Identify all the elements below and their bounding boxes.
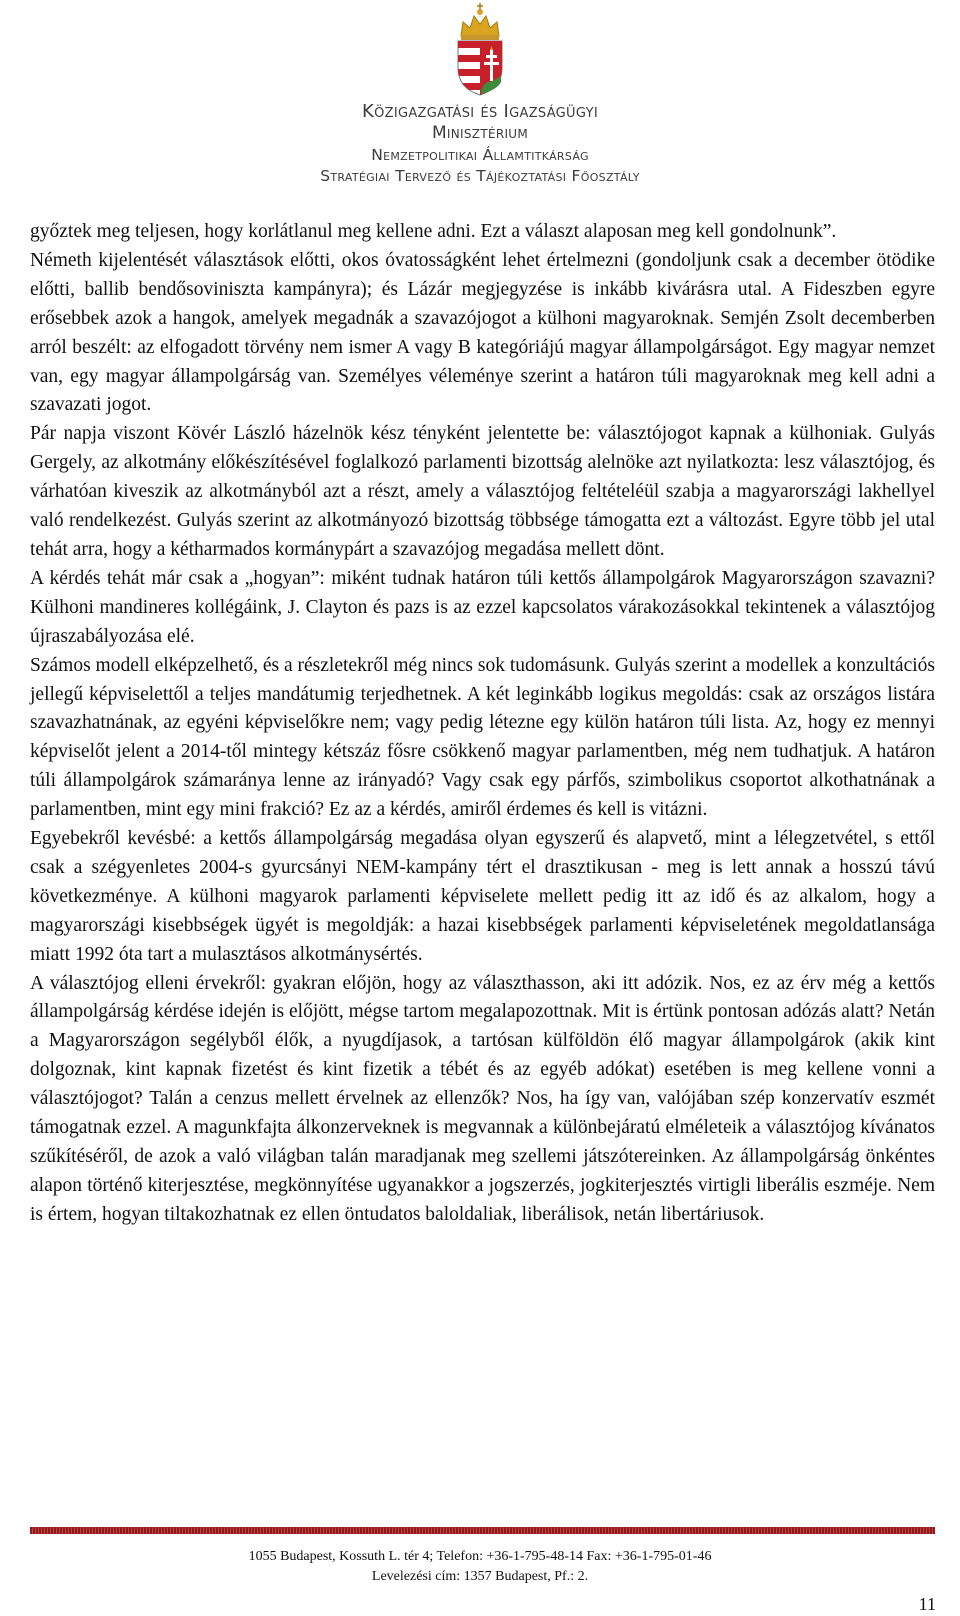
- footer-address: 1055 Budapest, Kossuth L. tér 4; Telefon: +36-1-795-48-14 Fax: +36-1-795-01-46: [248, 1549, 712, 1564]
- document-body: [30, 218, 935, 1230]
- ministry-name-line-1: Közigazgatási és Igazságügyi: [362, 101, 598, 122]
- department-name: Nemzetpolitikai Államtitkárság: [371, 146, 589, 164]
- paragraph: győztek meg teljesen, hogy korlátlanul meg kellene adni. Ezt a választ alaposan meg kell gondolnunk”.: [30, 221, 837, 242]
- office-name: Stratégiai Tervező és Tájékoztatási Főosztály: [320, 167, 640, 185]
- footer-mail-address: Levelezési cím: 1357 Budapest, Pf.: 2.: [371, 1569, 589, 1584]
- paragraph: Németh kijelentését választások előtti, okos óvatosságként lehet értelmezni (gondoljunk csak a december ötödike előtti, ballib bendősoviniszta kampányra); és Lázár megjegyzése is inkább kivárásra utal. A Fideszben egyre erősebbek azok a hangok, amelyek megadnák a szavazójogot a külhoni magyaroknak. Semjén Zsolt decemberben arról beszélt: az elfogadott törvény nem ismer A vagy B kategóriájú magyar állampolgárságot. Egy magyar nemzet van, egy magyar állampolgárság van. Személyes véleménye szerint a határon túli magyaroknak meg kell adni a szavazati jogot.: [30, 249, 935, 416]
- paragraph: A kérdés tehát már csak a „hogyan”: miként tudnak határon túli kettős állampolgárok Magyarországon szavazni? Külhoni mandineres kollégáink, J. Clayton és pazs is az ezzel kapcsolatos várakozásokkal tekintenek a választójog újraszabályozása elé.: [30, 567, 935, 647]
- paragraph: A választójog elleni érvekről: gyakran előjön, hogy az választhasson, aki itt adózik. Nos, ez az érv még a kettős állampolgárság kérdése idején is előjött, mégse tartom megalapozottnak. Mit is értünk pontosan adózás alatt? Netán a Magyarországon segélyből élők, a nyugdíjasok, a tartósan külföldön élő magyar állampolgárok (akik kint dolgoznak, kint kapnak fizetést és kint fizetik a tébét és az egyéb adókat) esetében is meg kellene vonni a választójogot? Talán a cenzus mellett érvelnek az ellenzők? Nos, ha így van, valójában szép konzervatív eszmét támogatnak ezzel. A magunkfajta álkonzerveknek is megvannak a különbejáratú elméleteik a választójog kívánatos szűkítéséről, de azok a való világban talán maradjanak meg szellemi játszótereinken. Az állampolgárság önkéntes alapon történő kiterjesztése, megkönnyítése ugyanakkor a jogszerzés, jogkiterjesztés virtigli liberális eszméje. Nem is értem, hogyan tiltakozhatnak ez ellen öntudatos baloldaliak, liberálisok, netán libertáriusok.: [30, 972, 935, 1225]
- letterhead: [0, 0, 960, 200]
- footer-divider: [30, 1527, 935, 1534]
- paragraph: Egyebekről kevésbé: a kettős állampolgárság megadása olyan egyszerű és alapvető, mint a lélegzetvétel, s ettől csak a szégyenletes 2004-s gyurcsányi NEM-kampány tért el drasztikusan - meg is lett annak a hosszú távú következménye. A külhoni magyarok parlamenti képviselete mellett pedig itt az idő és az alkalom, hogy a magyarországi kisebbségek ügyét is megoldják: a hazai kisebbségek parlamenti képviseletének megoldatlansága miatt 1992 óta tart a mulasztásos alkotmánysértés.: [30, 828, 935, 965]
- page-number: 11: [918, 1594, 936, 1614]
- hungarian-coat-of-arms-icon: [453, 2, 507, 96]
- paragraph: Pár napja viszont Kövér László házelnök kész tényként jelentette be: választójogot kapnak a külhoniak. Gulyás Gergely, az alkotmány előkészítésével foglalkozó parlamenti bizottság alelnöke azt nyilatkozta: lesz választójog, és várhatóan kiveszik az alkotmányból azt a részt, amely a választójog feltételéül szabja a magyarországi lakhellyel való rendelkezést. Gulyás szerint az alkotmányozó bizottság többsége támogatta ezt a változást. Egyre több jel utal tehát arra, hogy a kétharmados kormánypárt a szavazójog megadása mellett dönt.: [30, 423, 935, 560]
- paragraph: Számos modell elképzelhető, és a részletekről még nincs sok tudomásunk. Gulyás szerint a modellek a konzultációs jellegű képviselettől a teljes mandátumig terjedhetnek. A két leginkább logikus megoldás: csak az országos listára szavazhatnának, az egyéni képviselőkre nem; vagy pedig létezne egy külön határon túli lista. Az, hogy ez mennyi képviselőt jelent a 2014-től mintegy kétszáz fősre csökkenő magyar parlamentben, még nem tudhatjuk. A határon túli állampolgárok számaránya lenne az irányadó? Vagy csak egy párfős, szimbolikus csoportot alkothatnának a parlamentben, mint egy mini frakció? Ez az a kérdés, amiről érdemes és kell is vitázni.: [30, 654, 935, 821]
- ministry-name-line-2: Minisztérium: [431, 123, 529, 143]
